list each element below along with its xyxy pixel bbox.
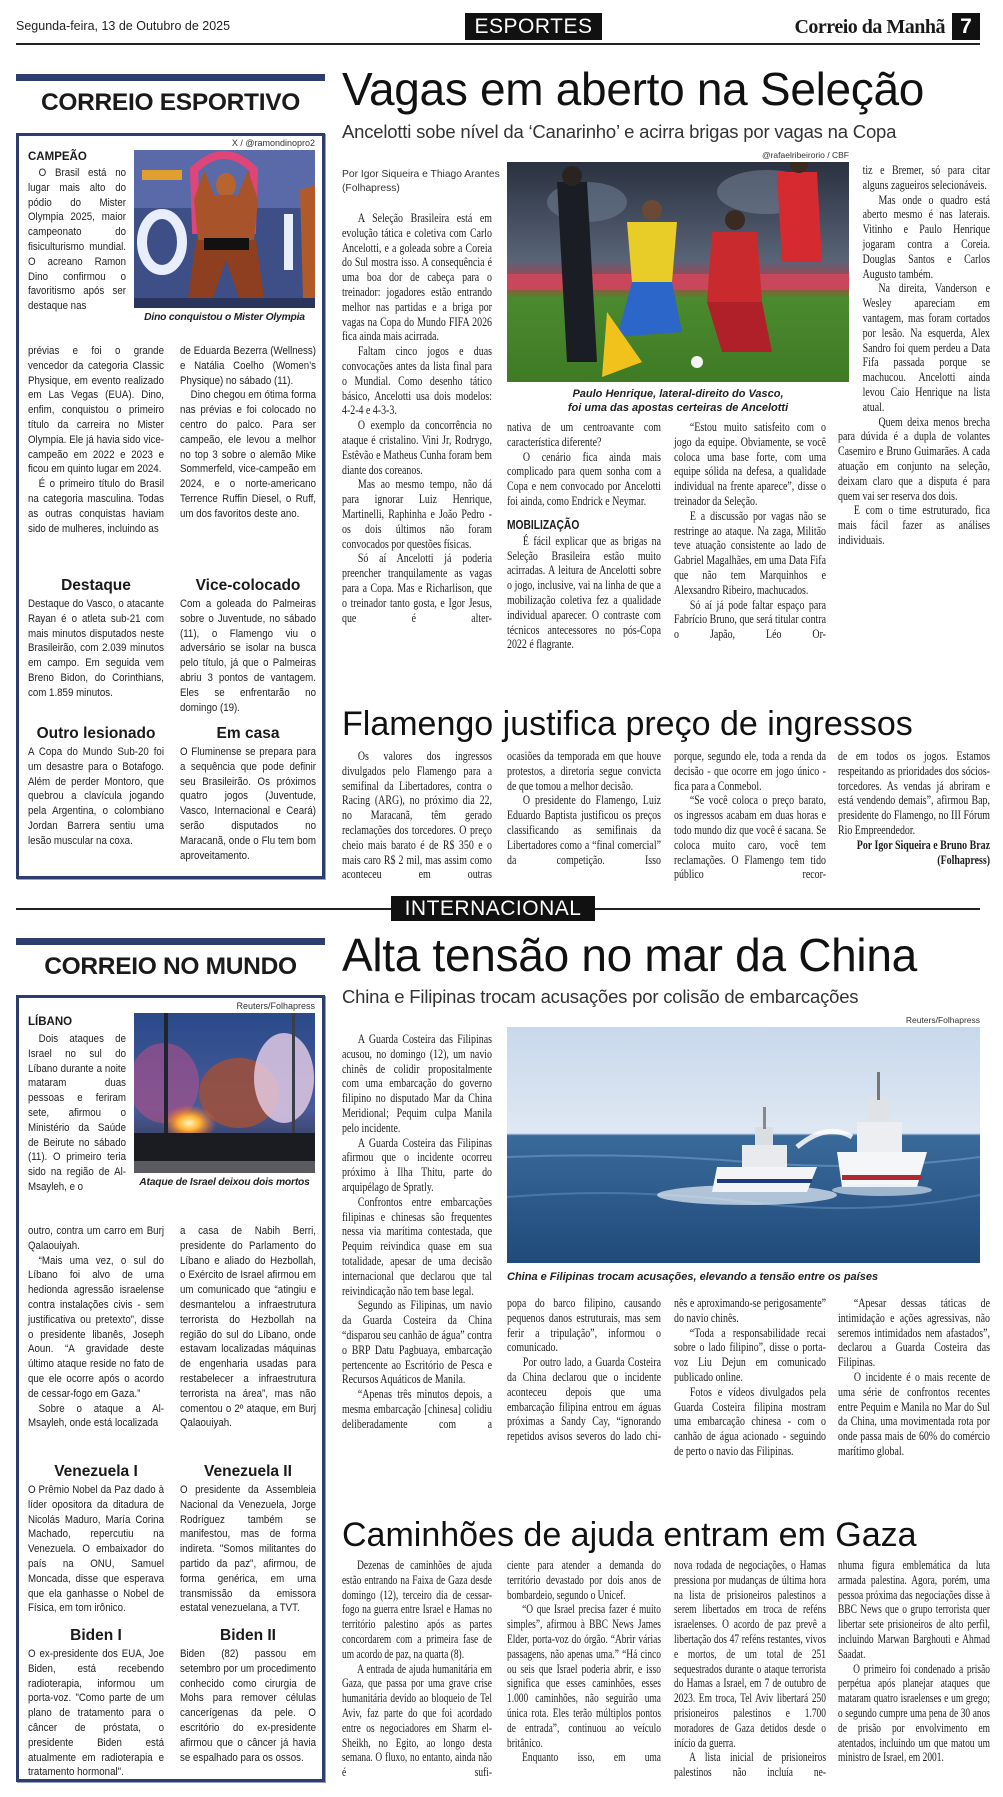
paragraph: porque, segundo ele, toda a renda da decisão - que ocorre em jogo único - fica para a Conmebol. — [674, 749, 826, 793]
paragraph: a casa de Nabih Berri, presidente do Parlamento do Líbano e aliado do Hezbollah, o Exército de Israel afirmou em um comunicado que “atingiu e desmantelou a infraestrutura terrorista do Hezbollah na região do sul do Líbano, onde estavam localizadas máquinas de engenharia usadas para restabelecer a infraestrutura terrorista na área”, mas não comentou o 2º ataque, em Burj Qalaouiyah. — [180, 1225, 316, 1430]
note-text: Biden (82) passou em setembro por um procedimento conhecido como cirurgia de Mohs para remover células cancerígenas da pele. O escritório do ex-presidente afirmou que o câncer já havia se espalhado para os ossos. — [180, 1648, 316, 1764]
note-text: O ex-presidente dos EUA, Joe Biden, está recebendo radioterapia, informou um porta-voz. "Como parte de um plano de tratamento para o câncer de próstata, o presidente Biden está atualmente em radioterapia e tratamento hormonal". — [28, 1648, 164, 1779]
paragraph: Mas ao mesmo tempo, não dá para ignorar Luiz Henrique, Martinelli, Raphinha e João Pedro - os dois últimos não foram convocados por questões físicas. — [342, 477, 492, 551]
paragraph: prévias e foi o grande vencedor da categoria Classic Physique, em evento realizado em Las Vegas (EUA). Dino, enfim, conquistou o primeiro título da carreira no Mister Olympia. Ele já havia sido vice-campeão em 2022 e 2023 e ficou em quinto lugar em 2024. — [28, 345, 164, 476]
article-column-4 — [838, 749, 990, 867]
note-heading: Biden I — [70, 1627, 122, 1644]
paragraph: É o primeiro título do Brasil na categoria masculina. Todas as outras conquistas haviam sido de mulheres, incluindo as — [28, 478, 164, 535]
note-biden-2 — [180, 1626, 316, 1765]
paragraph: A Guarda Costeira das Filipinas acusou, no domingo (12), um navio chinês de colidir propositalmente com uma embarcação do governo filipino no disputado Mar da China Meridional; Pequim culpa Manila pelo incidente. — [342, 1032, 492, 1135]
article-column-4 — [838, 163, 990, 548]
note-venezuela-2 — [180, 1462, 316, 1616]
paragraph: “Estou muito satisfeito com o jogo da equipe. Obviamente, se você coloca uma base forte, com uma equipe sólida na defesa, a qualidade individual na frente aparece”, disse o treinador da Seleção. — [674, 420, 826, 508]
caption-line: foi uma das apostas certeiras de Ancelotti — [567, 402, 789, 414]
paragraph: nhuma figura emblemática da luta armada palestina. Agora, porém, uma pessoa próxima das negociações disse à BBC News que o grupo terrorista quer libertar sete prisioneiros de alto perfil, incluindo Marwan Barghouti e Ahmad Saadat. — [838, 1558, 990, 1661]
paragraph: Por outro lado, a Guarda Costeira da China declarou que o incidente aconteceu depois que uma embarcação filipina entrou em águas próximas a Sandy Cay, “ignorando repetidos avisos severos do lado chi- — [507, 1355, 661, 1444]
caption-line: Paulo Henrique, lateral-direito do Vasco, — [572, 388, 784, 400]
paragraph: popa do barco filipino, causando pequenos danos estruturais, mas sem ferir a tripulação”, informou o comunicado. — [507, 1296, 661, 1355]
note-heading: Biden II — [220, 1627, 276, 1644]
kicker: CAMPEÃO — [28, 151, 87, 163]
section-label: ESPORTES — [465, 13, 602, 40]
article-headline: Alta tensão no mar da China — [342, 929, 917, 981]
column-text — [507, 420, 661, 509]
paragraph: Confrontos entre embarcações filipinas e chinesas são frequentes nessa via marítima contestada, que Pequim reivindica quase em sua totalidade, apesar de uma decisão internacional que declarou que tal reivindicação não tem base legal. — [342, 1194, 492, 1298]
sidebar-accent-bar — [16, 74, 325, 81]
paragraph: outro, contra um carro em Burj Qalaouiyah. — [28, 1225, 164, 1252]
paragraph: Dino chegou em ótima forma nas prévias e foi colocado no centro do palco. Para ser campeão, ele levou a melhor no top 3 sobre o alemão Mike Sommerfeld, vice-campeão em 2024, e o norte-americano Terrence Ruffin Diesel, o Ruff, um dos favoritos deste ano. — [180, 389, 316, 520]
paragraph: Faltam cinco jogos e duas convocações antes da lista final para o Mundial. Como desenho tático básico, Ancelotti usa dois modelos: 4-2-4 e 4-3-3. — [342, 344, 492, 418]
note-biden-1 — [28, 1626, 164, 1780]
note-outro-lesionado — [28, 724, 164, 849]
sidebar-intro — [28, 166, 126, 314]
note-text: Destaque do Vasco, o atacante Rayan é o atleta sub-21 com mais minutos disputados neste Brasileirão, com 2.039 minutos em campo. Em seguida vem Breno Bidon, do Corinthians, com 1.859 minutos. — [28, 598, 164, 699]
note-text: Com a goleada do Palmeiras sobre o Juventude, no sábado (11), o Flamengo viu o adversário se isolar na busca pelo título, já que o Palmeiras abriu 3 pontos de vantagem. Eles se enfrentarão no domingo (19). — [180, 598, 316, 714]
note-text: O Prêmio Nobel da Paz dado à líder opositora da ditadura de Nicolás Maduro, María Corina Machado, repercutiu na Venezuela. O embaixador do país na ONU, Samuel Moncada, disse que esperava que ela ganhasse o Nobel de Física, em tom irônico. — [28, 1484, 164, 1615]
paragraph: ciente para atender a demanda do território devastado por dois anos de bombardeio, segundo o Unicef. — [507, 1558, 661, 1602]
paragraph: Segundo as Filipinas, um navio da Guarda Costeira da China “disparou seu canhão de água” contra o BRP Datu Pagbuaya, embarcação pertencente ao Escritório de Pesca e Recursos Aquáticos de Manila. — [342, 1298, 492, 1387]
photo-ships-collision — [507, 1027, 980, 1263]
paragraph: “Toda a responsabilidade recai sobre o lado filipino”, disse o porta-voz Liu Dejun em comunicado publicado online. — [674, 1325, 826, 1384]
sidebar-column-1 — [28, 1224, 164, 1431]
column-text — [838, 749, 990, 838]
paragraph: Quem deixa menos brecha para dúvida é a dupla de volantes Casemiro e Bruno Guimarães. A cada atuação em conjunto na seleção, deixam claro que a disputa é para quem vai ser reserva dos dois. — [838, 414, 990, 503]
paragraph: “O que Israel precisa fazer é muito simples”, afirmou à BBC News James Elder, porta-voz do órgão. “Abrir várias passagens, não apenas uma.” “Há cinco ou seis que Israel poderia abrir, e isso significa que esses caminhões, esses 1.000 caminhões, não seguirão uma única rota. Eles terão múltiplos pontos de entrada”, continuou ao veículo britânico. — [507, 1602, 661, 1750]
paragraph: “Apenas três minutos depois, a mesma embarcação [chinesa] colidiu deliberadamente com a — [342, 1387, 492, 1431]
paragraph: Fotos e vídeos divulgados pela Guarda Costeira filipina mostram uma embarcação chinesa - com o canhão de água acionado - seguindo de perto o navio das Filipinas. — [674, 1384, 826, 1458]
article-column-4 — [838, 1558, 990, 1765]
paragraph: A entrada de ajuda humanitária em Gaza, que passa por uma grave crise humanitária devido ao bloqueio de Tel Aviv, faz parte do que foi acordado entre os negociadores em Sharm el-Sheikh, no Egito, ao longo desta semana. O fluxo, no entanto, ainda não é sufi- — [342, 1661, 492, 1780]
paragraph: O Brasil está no lugar mais alto do pódio do Mister Olympia 2025, maior campeonato do fisiculturismo mundial. O acreano Ramon Dino confirmou o favoritismo após ser destaque nas — [28, 167, 126, 313]
paragraph: É fácil explicar que as brigas na Seleção Brasileira estão muito acirradas. A leitura de Ancelotti sobre o jogo, inclusive, vai na linha de que a mobilização coletiva fez a qualidade individual aparecer. O contraste com técnicos antecessores no pós-Copa 2022 é flagrante. — [507, 533, 661, 652]
photo-mister-olympia — [134, 150, 315, 308]
photo-selecao-match — [507, 162, 849, 382]
column-text — [507, 534, 661, 652]
note-heading: Em casa — [216, 725, 280, 742]
article-column-2 — [507, 420, 661, 652]
paragraph: tiz e Bremer, só para citar alguns zagueiros selecionáveis. — [862, 163, 990, 192]
article-column-1 — [342, 1558, 492, 1780]
paragraph: nova rodada de negociações, o Hamas pressiona por mudanças de última hora na lista de prisioneiros palestinos a serem libertados em troca de reféns israelenses. O acordo de paz prevê a libertação dos 47 reféns restantes, vivos e mortos, de um total de 251 sequestrados durante o ataque terrorista do Hamas a Israel, em 7 de outubro de 2023. Em troca, Tel Aviv libertará 250 prisioneiros palestinos e 1.700 moradores de Gaza detidos desde o início da guerra. — [674, 1558, 826, 1750]
paragraph: Só aí já pode faltar espaço para Fabrício Bruno, que será titular contra o Japão, Léo Or- — [674, 597, 826, 642]
article-headline: Vagas em aberto na Seleção — [342, 63, 925, 115]
paragraph: A lista inicial de prisioneiros palestinos não incluía ne- — [674, 1750, 826, 1780]
edition-date: Segunda-feira, 13 de Outubro de 2025 — [16, 19, 231, 33]
paragraph: nativa de um centroavante com característica diferente? — [507, 420, 661, 449]
paragraph: nês e aproximando-se perigosamente” do navio chinês. — [674, 1296, 826, 1325]
photo-lebanon-attack — [134, 1013, 315, 1173]
paragraph: E com o time estruturado, fica mais fácil fazer as análises individuais. — [838, 503, 990, 547]
article-column-1 — [342, 1032, 492, 1432]
article-column-2 — [507, 749, 661, 867]
article-column-1 — [342, 211, 492, 625]
note-heading: Vice-colocado — [195, 577, 301, 594]
sidebar-column-2 — [180, 344, 316, 522]
note-heading: Venezuela II — [204, 1463, 292, 1480]
paragraph: O incidente é o mais recente de uma série de confrontos recentes entre Pequim e Manila no Mar do Sul da China, uma movimentada rota por onde passa mais de 60% do comércio marítimo global. — [838, 1369, 990, 1458]
paragraph: O exemplo da concorrência no ataque é cristalino. Vini Jr, Rodrygo, Estêvão e Matheus Cunha foram bem diante dos coreanos. — [342, 418, 492, 477]
note-em-casa — [180, 724, 316, 863]
note-text: O Fluminense se prepara para a sequência que pode definir seu Brasileirão. Os próximos quatro jogos (Juventude, Vasco, Internacional e Ceará) serão disputados no Maracanã, onde o Flu tem bom aproveitamento. — [180, 746, 316, 862]
photo-caption: Dino conquistou o Mister Olympia — [144, 312, 305, 323]
note-venezuela-1 — [28, 1462, 164, 1616]
paragraph: O presidente do Flamengo, Luiz Eduardo Baptista justificou os preços classificando as semifinais da Libertadores como a “final comercial” da competição. Isso — [507, 793, 661, 867]
photo-credit: Reuters/Folhapress — [236, 1001, 315, 1011]
article-signature: Por Igor Siqueira e Bruno Braz (Folhapress) — [856, 837, 990, 867]
article-column-1 — [342, 749, 492, 882]
photo-credit: X / @ramondinopro2 — [231, 138, 315, 148]
paragraph: “Se você coloca o preço barato, os ingressos acabam em duas horas e todo mundo diz que você é sacana. Se coloca muito caro, você tem reclamações. O Flamengo tem tido público recor- — [674, 793, 826, 882]
paragraph: Dois ataques de Israel no sul do Líbano durante a noite mataram duas pessoas e feriram sete, afirmou o Ministério da Saúde de Beirute no sábado (11). O primeiro teria sido na região de Al-Msayleh, e o — [28, 1033, 126, 1193]
paragraph: Dezenas de caminhões de ajuda estão entrando na Faixa de Gaza desde domingo (12), terceiro dia de cessar-fogo na guerra entre Israel e Hamas no território palestino após as partes concordarem com a primeira fase de um acordo de paz, na quarta (8). — [342, 1558, 492, 1661]
photo-wrap-spacer — [838, 163, 863, 425]
sidebar-column-2 — [180, 1224, 316, 1431]
article-headline: Caminhões de ajuda entram em Gaza — [342, 1516, 917, 1554]
paragraph: de em todos os jogos. Estamos respeitando as prioridades dos sócios-torcedores. As vendas já abriram e está vendendo demais”, afirmou Bap, presidente do Flamengo, no III Fórum Rio Empreendedor. — [838, 749, 990, 837]
byline: Por Igor Siqueira e Thiago Arantes (Folhapress) — [342, 169, 500, 194]
photo-credit: Reuters/Folhapress — [905, 1015, 980, 1025]
article-column-2 — [507, 1558, 661, 1765]
paragraph: Enquanto isso, em uma — [522, 1750, 661, 1765]
article-headline: Flamengo justifica preço de ingressos — [342, 705, 913, 743]
article-column-3 — [674, 1296, 826, 1459]
note-text: A Copa do Mundo Sub-20 foi um desastre para o Botafogo. Além de perder Montoro, que quebrou a clavícula jogando pela Argentina, o colombiano Jordan Barrera sentiu uma lesão muscular na coxa. — [28, 746, 164, 847]
paragraph: de Eduarda Bezerra (Wellness) e Natália Coelho (Women’s Physique) no sábado (11). — [180, 345, 316, 387]
kicker: LÍBANO — [28, 1016, 73, 1028]
sidebar-title: CORREIO NO MUNDO — [44, 953, 297, 980]
photo-caption: China e Filipinas trocam acusações, elevando a tensão entre os países — [507, 1271, 879, 1283]
article-column-3 — [674, 749, 826, 882]
note-destaque — [28, 576, 164, 701]
article-column-3 — [674, 420, 826, 642]
sidebar-intro — [28, 1032, 126, 1195]
paragraph: Mas onde o quadro está aberto mesmo é nas laterais. Vitinho e Paulo Henrique jogaram contra a Coreia. Douglas Santos e Carlos Augusto também. — [862, 192, 990, 281]
paragraph: E a discussão por vagas não se restringe ao ataque. Na zaga, Militão teve atuação consistente ao lado de Gabriel Magalhães, em uma Data Fifa que não tem Marquinhos e Alexsandro Ribeiro, machucados. — [674, 508, 826, 597]
article-column-4 — [838, 1296, 990, 1459]
article-column-2 — [507, 1296, 661, 1444]
paragraph: Sobre o ataque a Al-Msayleh, onde está localizada — [28, 1402, 164, 1430]
paragraph: Na direita, Vanderson e Wesley apareciam em vantagem, mas foram cortados por lesão. Na esquerda, Alex Sandro foi quem perdeu a Data Fifa passada porque se machucou. Ancelotti ainda levou Caio Henrique na lista atual. — [862, 281, 990, 414]
note-heading: Destaque — [61, 577, 131, 594]
paragraph: ocasiões da temporada em que houve protestos, a diretoria segue convicta de que tomou a melhor decisão. — [507, 749, 661, 793]
paragraph: “Mais uma vez, o sul do Líbano foi alvo de uma hedionda agressão israelense contra instalações civis - sem justificativa ou pretexto”, disse o presidente libanês, Joseph Aoun. “A gravidade deste último ataque reside no fato de que ele ocorre após o acordo de cessar-fogo em Gaza.” — [28, 1254, 164, 1400]
paragraph: A Guarda Costeira das Filipinas afirmou que o incidente ocorreu próximo à Ilha Thitu, parte do arquipélago de Spratly. — [342, 1135, 492, 1194]
article-column-3 — [674, 1558, 826, 1780]
paragraph: “Apesar dessas táticas de intimidação e ações agressivas, não seremos intimidados nem afastados”, declarou a Guarda Costeira das Filipinas. — [838, 1296, 990, 1370]
note-text: O presidente da Assembleia Nacional da Venezuela, Jorge Rodríguez também se manifestou, mas de forma indireta. "Somos militantes do partido da paz", afirmou, de forma genérica, em uma transmissão da emissora estatal venezuelana, a TVT. — [180, 1484, 316, 1615]
paragraph: O primeiro foi condenado a prisão perpétua após planejar ataques que mataram quatro israelenses e um grego; o segundo cumpre uma pena de 30 anos de prisão por envolvimento em atentados, incluindo um que matou um ministro de Israel, em 2001. — [838, 1661, 990, 1765]
sidebar-column-1 — [28, 344, 164, 536]
header-divider — [16, 43, 980, 45]
sidebar-accent-bar — [16, 938, 325, 945]
paragraph: Os valores dos ingressos divulgados pelo Flamengo para a semifinal da Libertadores, contra o Racing (ARG), no próximo dia 22, no Maracanã, têm gerado reclamações dos torcedores. O preço cheio mais barato é de R$ 350 e o mais caro R$ 2 mil, mas assim como aconteceu em outras — [342, 749, 492, 882]
section-label: INTERNACIONAL — [391, 896, 595, 921]
photo-credit: @rafaelribeirorio / CBF — [761, 150, 849, 160]
note-vice-colocado — [180, 576, 316, 715]
note-heading: Venezuela I — [54, 1463, 138, 1480]
sidebar-title: CORREIO ESPORTIVO — [41, 89, 300, 116]
article-subheadline: China e Filipinas trocam acusações por colisão de embarcações — [342, 986, 859, 1007]
section-subheading: MOBILIZAÇÃO — [507, 517, 580, 532]
photo-caption: Ataque de Israel deixou dois mortos — [139, 1177, 310, 1188]
paragraph: Só aí Ancelotti já poderia preencher tranquilamente as vagas para a Copa. Mas e Richarlison, que o treinador tanto gosta, e Igor Jesus, que é alter- — [342, 551, 492, 625]
page-number: 7 — [952, 13, 980, 40]
photo-caption — [507, 387, 849, 415]
note-heading: Outro lesionado — [36, 725, 156, 742]
masthead-logo: Correio da Manhã — [794, 16, 945, 38]
article-subheadline: Ancelotti sobe nível da ‘Canarinho’ e acirra brigas por vagas na Copa — [342, 121, 897, 142]
paragraph: A Seleção Brasileira está em evolução tática e coletiva com Carlo Ancelotti, e a goleada sobre a Coreia do Sul mostra isso. A consequência é uma boa dor de cabeça para o treinador: jogadores estão entrando melhor nas partidas e a briga por vagas na Copa do Mundo FIFA 2026 fica ainda mais acirrada. — [342, 211, 492, 344]
paragraph: O cenário fica ainda mais complicado para quem sonha com a Copa e nem convocado por Ancelotti foi ainda, como Endrick e Neymar. — [507, 449, 661, 508]
